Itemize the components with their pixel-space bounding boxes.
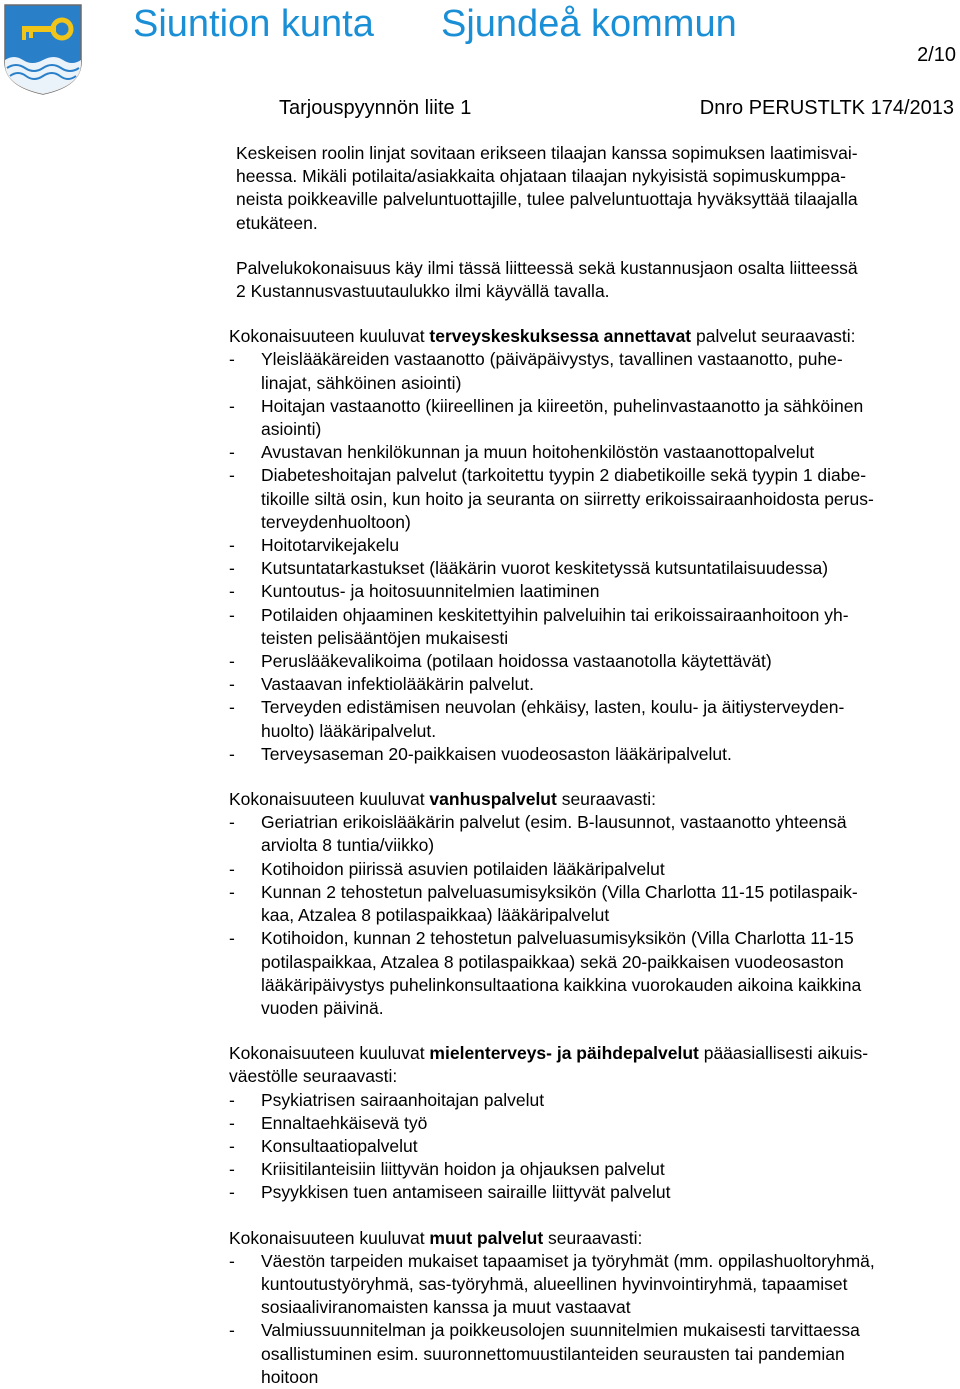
list-item-line: osallistuminen esim. suuronnettomuustilanteiden seurausten tai pandemian <box>261 1343 845 1364</box>
list-dash: - <box>229 604 235 625</box>
list-item <box>229 650 960 673</box>
section-heading-continuation: väestölle seuraavasti: <box>229 1066 398 1087</box>
list-item <box>229 1319 960 1389</box>
section-heading: Kokonaisuuteen kuuluvat muut palvelut seuraavasti: <box>229 1227 643 1248</box>
list-item-line: kuntoutustyöryhmä, sas-työryhmä, alueellinen hyvinvointiryhmä, tapaamiset <box>261 1273 848 1294</box>
list-dash: - <box>229 812 235 833</box>
list-dash: - <box>229 558 235 579</box>
list-dash: - <box>229 881 235 902</box>
list-dash: - <box>229 858 235 879</box>
list-item <box>229 1089 960 1112</box>
municipality-name-sv: Sjundeå kommun <box>441 3 737 45</box>
list-item <box>229 395 960 441</box>
intro-paragraph-1: Keskeisen roolin linjat sovitaan erikseen tilaajan kanssa sopimuksen laatimisvai- heessa. Mikäli potilaita/asiakkaita ohjataan tilaajan nykyisistä sopimuskumppa- neista poikkeaville palveluntuottajille, tulee palveluntuottaja hyväksyttää tilaajalla etukäteen. <box>236 143 858 233</box>
list-item <box>229 1158 960 1181</box>
list-item <box>229 1135 960 1158</box>
list-item-line: Kunnan 2 tehostetun palveluasumisyksikön (Villa Charlotta 11-15 potilaspaik- <box>261 881 858 902</box>
service-section <box>0 325 960 766</box>
list-item-line: Terveyden edistämisen neuvolan (ehkäisy, lasten, koulu- ja äitiysterveyden- <box>261 697 845 718</box>
list-item <box>229 1250 960 1320</box>
coat-of-arms-logo <box>2 2 84 96</box>
list-item-line: Psykiatrisen sairaanhoitajan palvelut <box>261 1089 545 1110</box>
list-item-line: Peruslääkevalikoima (potilaan hoidossa vastaanotolla käytettävät) <box>261 651 772 672</box>
list-item-line: Vastaavan infektiolääkärin palvelut. <box>261 674 535 695</box>
list-item-line: Ennaltaehkäisevä työ <box>261 1112 428 1133</box>
list-dash: - <box>229 743 235 764</box>
list-item <box>229 811 960 857</box>
list-item <box>229 673 960 696</box>
list-dash: - <box>229 651 235 672</box>
list-item-line: Diabeteshoitajan palvelut (tarkoitettu tyypin 2 diabetikoille sekä tyypin 1 diabe- <box>261 465 867 486</box>
municipality-name-fi: Siuntion kunta <box>133 3 374 45</box>
list-item-line: potilaspaikkaa, Atzalea 8 potilaspaikkaa) sekä 20-paikkaisen vuodeosaston <box>261 951 844 972</box>
list-item-line: Terveysaseman 20-paikkaisen vuodeosaston lääkäripalvelut. <box>261 743 732 764</box>
list-dash: - <box>229 1159 235 1180</box>
list-item-line: hoitoon <box>261 1366 319 1387</box>
list-item-line: Valmiussuunnitelman ja poikkeusolojen suunnitelmien mukaisesti tarvittaessa <box>261 1320 860 1341</box>
list-item-line: Konsultaatiopalvelut <box>261 1135 418 1156</box>
list-item-line: Kotihoidon, kunnan 2 tehostetun palveluasumisyksikön (Villa Charlotta 11-15 <box>261 928 854 949</box>
list-item-line: sosiaaliviranomaisten kanssa ja muut vastaavat <box>261 1297 631 1318</box>
section-heading: Kokonaisuuteen kuuluvat vanhuspalvelut seuraavasti: <box>229 789 657 810</box>
list-dash: - <box>229 1089 235 1110</box>
list-dash: - <box>229 535 235 556</box>
list-item-line: Hoitotarvikejakelu <box>261 535 400 556</box>
section-heading: Kokonaisuuteen kuuluvat mielenterveys- ja päihdepalvelut pääasiallisesti aikuis- <box>229 1043 869 1064</box>
list-item-line: kaa, Atzalea 8 potilaspaikkaa) lääkäripalvelut <box>261 905 610 926</box>
list-item-line: Kotihoidon piirissä asuvien potilaiden lääkäripalvelut <box>261 858 665 879</box>
list-item-line: Yleislääkäreiden vastaanotto (päiväpäivystys, tavallinen vastaanotto, puhe- <box>261 349 843 370</box>
list-item <box>229 1181 960 1204</box>
list-item <box>229 557 960 580</box>
list-dash: - <box>229 1182 235 1203</box>
list-item <box>229 580 960 603</box>
list-dash: - <box>229 674 235 695</box>
list-item <box>229 534 960 557</box>
list-item-line: huolto) lääkäripalvelut. <box>261 720 437 741</box>
list-item-line: Kuntoutus- ja hoitosuunnitelmien laatiminen <box>261 581 600 602</box>
list-dash: - <box>229 442 235 463</box>
list-item-line: Potilaiden ohjaaminen keskitettyihin palveluihin tai erikoissairaanhoitoon yh- <box>261 604 849 625</box>
list-item-line: tikoille siltä osin, kun hoito ja seuranta on siirretty erikoissairaanhoidosta perus- <box>261 488 874 509</box>
reference-number: Dnro PERUSTLTK 174/2013 <box>699 97 954 119</box>
list-item-line: vuoden päivinä. <box>261 997 384 1018</box>
list-item <box>229 858 960 881</box>
list-item-line: Kutsuntatarkastukset (lääkärin vuorot keskitetyssä kutsuntatilaisuudessa) <box>261 558 829 579</box>
service-section <box>0 1227 960 1389</box>
list-item <box>229 464 960 534</box>
list-dash: - <box>229 349 235 370</box>
list-item-line: linajat, sähköinen asiointi) <box>261 372 462 393</box>
list-dash: - <box>229 581 235 602</box>
list-item-line: Psyykkisen tuen antamiseen sairaille liittyvät palvelut <box>261 1182 671 1203</box>
list-dash: - <box>229 395 235 416</box>
list-item <box>229 696 960 742</box>
list-item-line: Kriisitilanteisiin liittyvän hoidon ja ohjauksen palvelut <box>261 1159 665 1180</box>
section-heading: Kokonaisuuteen kuuluvat terveyskeskuksessa annettavat palvelut seuraavasti: <box>229 326 856 347</box>
list-item <box>229 441 960 464</box>
list-item <box>229 348 960 394</box>
service-section <box>0 1042 960 1204</box>
list-item-line: Hoitajan vastaanotto (kiireellinen ja kiireetön, puhelinvastaanotto ja sähköinen <box>261 395 864 416</box>
list-item-line: arviolta 8 tuntia/viikko) <box>261 835 435 856</box>
page-number: 2/10 <box>917 44 956 66</box>
list-item-line: Avustavan henkilökunnan ja muun hoitohenkilöstön vastaanottopalvelut <box>261 442 815 463</box>
list-item <box>229 604 960 650</box>
list-dash: - <box>229 1250 235 1271</box>
intro-paragraph-2: Palvelukokonaisuus käy ilmi tässä liitteessä sekä kustannusjaon osalta liitteessä 2 Kustannusvastuutaulukko ilmi käyvällä tavalla. <box>236 257 858 302</box>
list-dash: - <box>229 928 235 949</box>
list-item-line: lääkäripäivystys puhelinkonsultaationa kaikkina vuorokauden aikoina kaikkina <box>261 974 862 995</box>
attachment-label: Tarjouspyynnön liite 1 <box>279 97 472 119</box>
list-dash: - <box>229 1135 235 1156</box>
list-item <box>229 743 960 766</box>
document-body <box>0 142 960 1389</box>
list-item-line: teisten pelisääntöjen mukaisesti <box>261 627 509 648</box>
list-item-line: terveydenhuoltoon) <box>261 511 411 532</box>
service-sections <box>0 325 960 1389</box>
list-item <box>229 881 960 927</box>
list-item <box>229 1112 960 1135</box>
list-dash: - <box>229 697 235 718</box>
list-item-line: Geriatrian erikoislääkärin palvelut (esim. B-lausunnot, vastaanotto yhteensä <box>261 812 847 833</box>
service-section <box>0 788 960 1020</box>
list-dash: - <box>229 465 235 486</box>
list-item-line: Väestön tarpeiden mukaiset tapaamiset ja työryhmät (mm. oppilashuoltoryhmä, <box>261 1250 875 1271</box>
list-dash: - <box>229 1320 235 1341</box>
list-item <box>229 927 960 1020</box>
list-item-line: asiointi) <box>261 419 322 440</box>
list-dash: - <box>229 1112 235 1133</box>
